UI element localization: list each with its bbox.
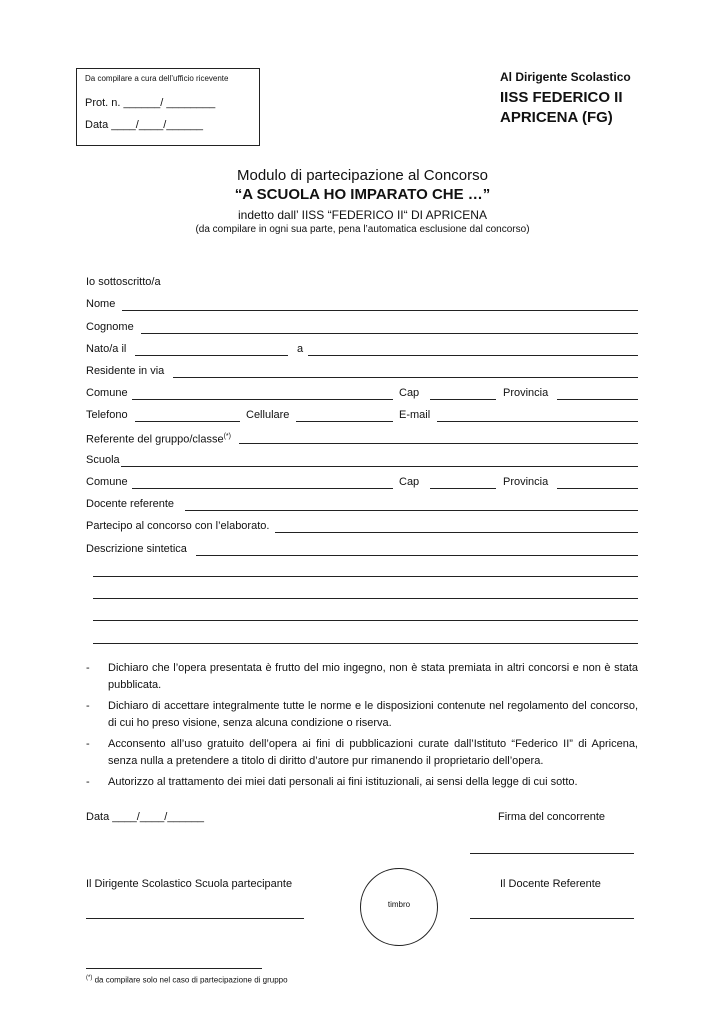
- partecipo-label: Partecipo al concorso con l’elaborato.: [86, 520, 270, 532]
- declaration-text: Acconsento all’uso gratuito dell’opera ai fini di pubblicazioni curate dall’Istituto “Federico II” di Apricena, senza nulla a pretendere a titolo di diritto d’autore pur rimanendo il proprietario dell’opera.: [108, 738, 638, 767]
- form-instructions: (da compilare in ogni sua parte, pena l’automatica esclusione dal concorso): [195, 224, 530, 235]
- bullet-dash: -: [86, 738, 90, 750]
- descrizione-label: Descrizione sintetica: [86, 543, 187, 555]
- bullet-dash: -: [86, 700, 90, 712]
- elaborato-field[interactable]: [275, 532, 638, 533]
- stamp-circle: [360, 868, 438, 946]
- addressee-line1: Al Dirigente Scolastico: [500, 70, 631, 84]
- declaration-text: Dichiaro di accettare integralmente tutte le norme e le disposizioni contenute nel regolamento del concorso, di cui ho preso visione, senza alcuna condizione o riserva.: [108, 700, 638, 729]
- addressee-line2: IISS FEDERICO II: [500, 89, 623, 106]
- cap-scuola-field[interactable]: [430, 488, 496, 489]
- footnote: [86, 975, 288, 985]
- principal-label: Il Dirigente Scolastico Scuola partecipante: [86, 878, 293, 890]
- descrizione-row: [86, 542, 638, 558]
- bullet-dash: -: [86, 776, 90, 788]
- footnote-separator: [86, 968, 262, 969]
- contest-name: “A SCUOLA HO IMPARATO CHE …”: [234, 186, 491, 203]
- cognome-field[interactable]: [141, 333, 638, 334]
- protocol-number-line: Prot. n. ______/ ________: [85, 97, 216, 109]
- form-title: Modulo di partecipazione al Concorso: [237, 167, 488, 184]
- email-label: E-mail: [399, 409, 431, 421]
- email-field[interactable]: [437, 421, 638, 422]
- residente-field[interactable]: [173, 377, 638, 378]
- office-receipt-box: [76, 68, 260, 146]
- comune-field[interactable]: [132, 399, 393, 400]
- contest-organizer: indetto dall’ IISS “FEDERICO II“ DI APRICENA: [238, 208, 487, 222]
- comune-row: [86, 386, 638, 402]
- scuola-label: Scuola: [86, 454, 120, 466]
- contatti-row: [86, 408, 638, 424]
- nato-a-label: a: [297, 343, 304, 355]
- declaration-4: [86, 774, 638, 791]
- birthplace-field[interactable]: [308, 355, 638, 356]
- residente-label: Residente in via: [86, 365, 165, 377]
- nascita-row: [86, 342, 638, 358]
- cap-field[interactable]: [430, 399, 496, 400]
- office-box-caption: Da compilare a cura dell’ufficio ricevente: [85, 74, 229, 83]
- telefono-label: Telefono: [86, 409, 128, 421]
- descrizione-line-4[interactable]: [93, 620, 638, 621]
- telefono-field[interactable]: [135, 421, 240, 422]
- referente-field[interactable]: [239, 443, 638, 444]
- cap-label: Cap: [399, 387, 420, 399]
- comune-label: Comune: [86, 387, 128, 399]
- provincia-field[interactable]: [557, 399, 638, 400]
- nato-date-field[interactable]: [135, 355, 288, 356]
- contestant-signature-label: Firma del concorrente: [498, 811, 605, 823]
- descrizione-field[interactable]: [196, 555, 638, 556]
- signature-date-line[interactable]: Data ____/____/______: [86, 811, 205, 823]
- descrizione-line-2[interactable]: [93, 576, 638, 577]
- declaration-3: [86, 736, 638, 770]
- bullet-dash: -: [86, 662, 90, 674]
- nome-row: [86, 297, 638, 313]
- intro-row: [86, 275, 638, 291]
- cap-scuola-label: Cap: [399, 476, 420, 488]
- principal-signature-line[interactable]: [86, 918, 304, 919]
- residenza-row: [86, 364, 638, 380]
- addressee-line3: APRICENA (FG): [500, 109, 613, 126]
- declaration-text: Autorizzo al trattamento dei miei dati personali ai fini istituzionali, ai sensi della legge di cui sotto.: [108, 776, 578, 788]
- footnote-ref-mark: (*): [223, 433, 231, 440]
- cellulare-field[interactable]: [296, 421, 393, 422]
- referente-label: [86, 430, 231, 447]
- declaration-2: [86, 698, 638, 732]
- referente-row: [86, 430, 638, 446]
- docente-field[interactable]: [185, 510, 638, 511]
- stamp-label: timbro: [387, 900, 411, 909]
- comune-scuola-row: [86, 475, 638, 491]
- contestant-signature-line[interactable]: [470, 853, 634, 854]
- nato-label: Nato/a il: [86, 343, 127, 355]
- elaborato-row: [86, 519, 638, 535]
- cognome-row: [86, 320, 638, 336]
- descrizione-line-3[interactable]: [93, 598, 638, 599]
- intro-label: Io sottoscritto/a: [86, 276, 161, 288]
- nome-label: Nome: [86, 298, 116, 310]
- comune-scuola-label: Comune: [86, 476, 128, 488]
- declaration-text: Dichiaro che l’opera presentata è frutto del mio ingegno, non è stata premiata in altri concorsi e non è stata pubblicata.: [108, 662, 638, 691]
- footnote-text: da compilare solo nel caso di partecipazione di gruppo: [92, 975, 288, 985]
- provincia-label: Provincia: [503, 387, 549, 399]
- teacher-signature-line[interactable]: [470, 918, 634, 919]
- footnote-mark: (*): [86, 975, 93, 981]
- cognome-label: Cognome: [86, 321, 134, 333]
- nome-field[interactable]: [122, 310, 638, 311]
- descrizione-line-5[interactable]: [93, 643, 638, 644]
- docente-label: Docente referente: [86, 498, 175, 510]
- referente-text: Referente del gruppo/classe: [86, 433, 224, 446]
- provincia-scuola-label: Provincia: [503, 476, 549, 488]
- teacher-referent-label: Il Docente Referente: [500, 878, 601, 890]
- docente-row: [86, 497, 638, 513]
- scuola-field[interactable]: [121, 466, 638, 467]
- cellulare-label: Cellulare: [246, 409, 290, 421]
- office-date-line: Data ____/____/______: [85, 119, 204, 131]
- comune-scuola-field[interactable]: [132, 488, 393, 489]
- provincia-scuola-field[interactable]: [557, 488, 638, 489]
- declaration-1: [86, 660, 638, 694]
- scuola-row: [86, 453, 638, 469]
